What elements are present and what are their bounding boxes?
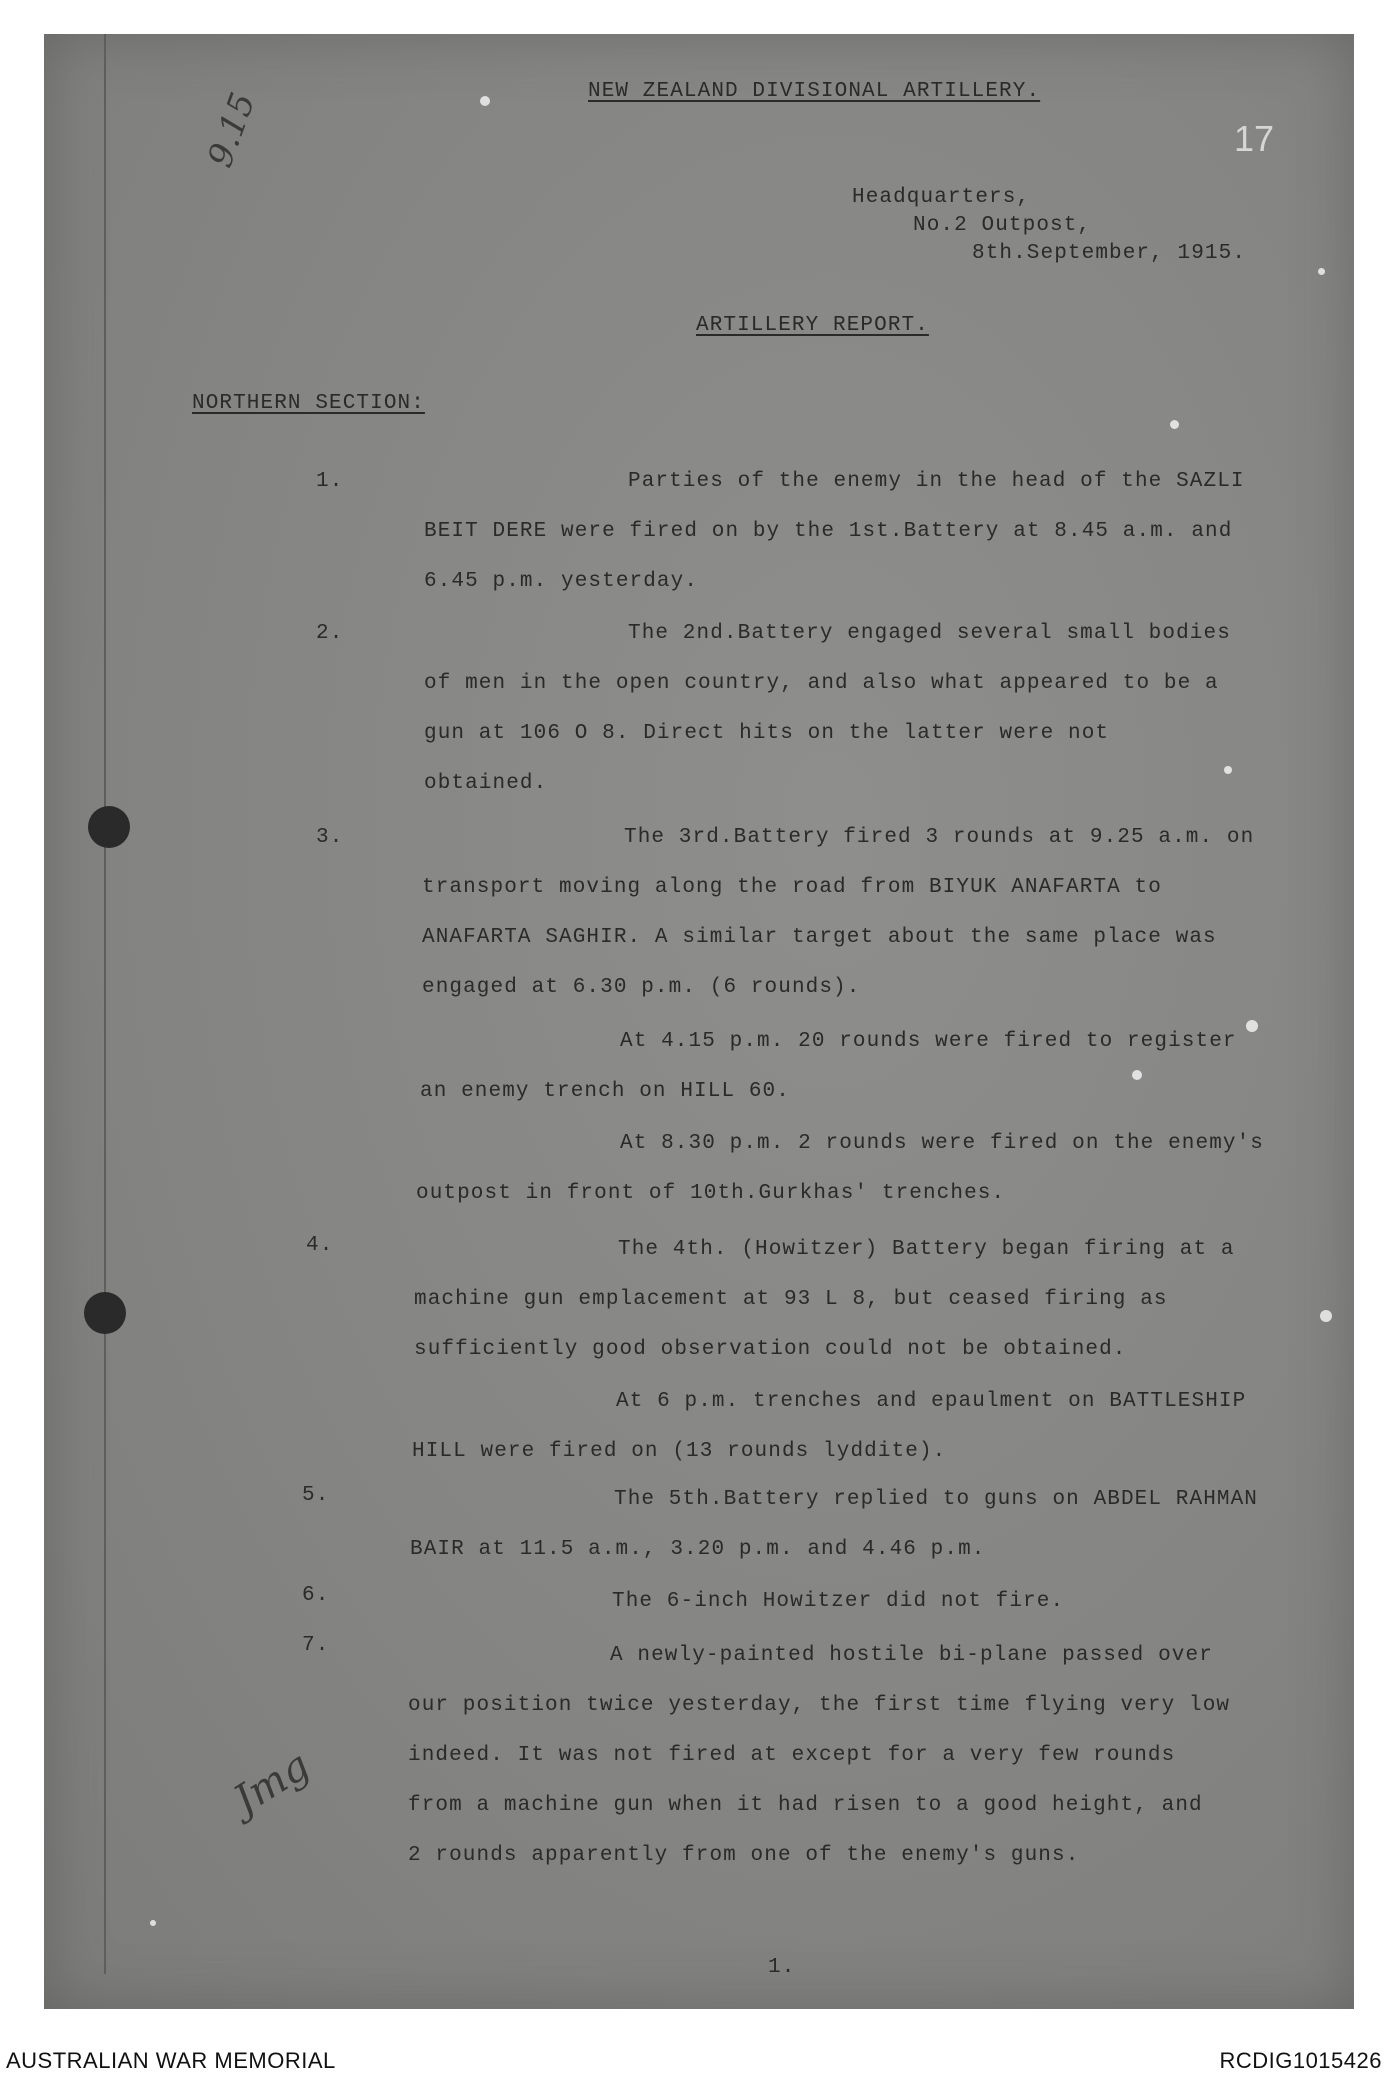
text-line: BEIT DERE were fired on by the 1st.Battery at 8.45 a.m. and [424, 520, 1233, 543]
speck [150, 1920, 156, 1926]
page-stamp: 17 [1234, 118, 1275, 159]
pencil-note: 9.15 [200, 87, 264, 173]
paragraph-number: 6. [302, 1584, 330, 1607]
text-line: A newly-painted hostile bi-plane passed over [610, 1644, 1213, 1667]
text-line: indeed. It was not fired at except for a very few rounds [408, 1744, 1176, 1767]
text-line: 6.45 p.m. yesterday. [424, 570, 699, 593]
text-line: At 8.30 p.m. 2 rounds were fired on the enemy's [620, 1132, 1264, 1155]
document-title: NEW ZEALAND DIVISIONAL ARTILLERY. [588, 80, 1041, 103]
text-line: sufficiently good observation could not be obtained. [414, 1338, 1127, 1361]
speck [1224, 766, 1232, 774]
speck [1132, 1070, 1142, 1080]
handwritten-initials: Jmg [225, 1742, 318, 1824]
speck [1170, 420, 1179, 429]
text-line: engaged at 6.30 p.m. (6 rounds). [422, 976, 861, 999]
address-line: No.2 Outpost, [913, 214, 1092, 237]
text-line: Parties of the enemy in the head of the SAZLI [628, 470, 1245, 493]
text-line: from a machine gun when it had risen to a good height, and [408, 1794, 1203, 1817]
text-line: an enemy trench on HILL 60. [420, 1080, 790, 1103]
text-line: The 4th. (Howitzer) Battery began firing at a [618, 1238, 1235, 1261]
text-line: The 5th.Battery replied to guns on ABDEL RAHMAN [614, 1488, 1258, 1511]
paragraph-number: 7. [302, 1634, 330, 1657]
paragraph-number: 3. [316, 826, 344, 849]
paragraph-number: 2. [316, 622, 344, 645]
text-line: transport moving along the road from BIYUK ANAFARTA to [422, 876, 1162, 899]
footer-id: RCDIG1015426 [1219, 2048, 1382, 2073]
speck [1318, 268, 1325, 275]
text-line: of men in the open country, and also what appeared to be a [424, 672, 1219, 695]
text-line: gun at 106 O 8. Direct hits on the latter were not [424, 722, 1110, 745]
text-line: outpost in front of 10th.Gurkhas' trenches. [416, 1182, 1006, 1205]
speck [1246, 1020, 1258, 1032]
section-heading: NORTHERN SECTION: [192, 392, 425, 415]
text-line: At 4.15 p.m. 20 rounds were fired to register [620, 1030, 1237, 1053]
binding-line [104, 34, 106, 1974]
report-title: ARTILLERY REPORT. [696, 314, 929, 337]
punch-hole [84, 1292, 126, 1334]
address-line: Headquarters, [852, 186, 1031, 209]
speck [1320, 1310, 1332, 1322]
speck [480, 96, 490, 106]
page-number: 1. [768, 1956, 796, 1979]
text-line: our position twice yesterday, the first time flying very low [408, 1694, 1231, 1717]
paragraph-number: 4. [306, 1234, 334, 1257]
text-line: machine gun emplacement at 93 L 8, but ceased firing as [414, 1288, 1168, 1311]
text-line: The 3rd.Battery fired 3 rounds at 9.25 a.m. on [624, 826, 1255, 849]
text-line: 2 rounds apparently from one of the enemy's guns. [408, 1844, 1080, 1867]
punch-hole [88, 806, 130, 848]
paragraph-number: 1. [316, 470, 344, 493]
text-line: BAIR at 11.5 a.m., 3.20 p.m. and 4.46 p.m. [410, 1538, 986, 1561]
address-line: 8th.September, 1915. [972, 242, 1247, 265]
text-line: The 6-inch Howitzer did not fire. [612, 1590, 1065, 1613]
text-line: At 6 p.m. trenches and epaulment on BATTLESHIP [616, 1390, 1247, 1413]
text-line: ANAFARTA SAGHIR. A similar target about the same place was [422, 926, 1217, 949]
text-line: obtained. [424, 772, 548, 795]
paragraph-number: 5. [302, 1484, 330, 1507]
text-line: The 2nd.Battery engaged several small bodies [628, 622, 1231, 645]
footer-credit: AUSTRALIAN WAR MEMORIAL [6, 2048, 336, 2073]
text-line: HILL were fired on (13 rounds lyddite). [412, 1440, 947, 1463]
